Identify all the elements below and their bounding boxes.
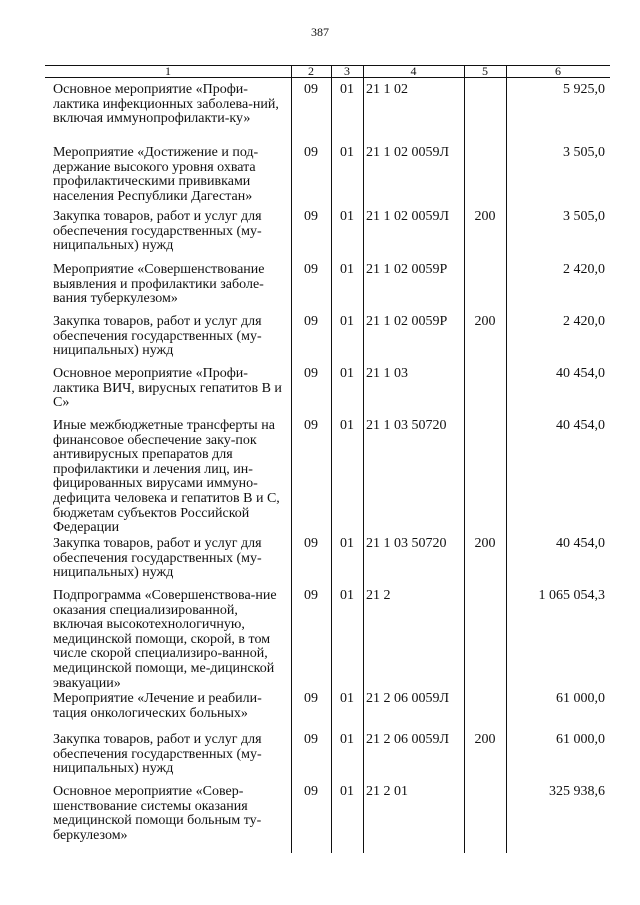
row-subsection: 01 (340, 82, 354, 97)
row-amount: 40 454,0 (556, 536, 605, 551)
row-expense-type: 200 (474, 732, 496, 747)
row-expense-type: 200 (474, 314, 496, 329)
row-name: Основное мероприятие «Профи-лактика инфекционных заболева-ний, включая иммунопрофилакти-ку» (53, 82, 279, 127)
row-subsection: 01 (340, 691, 354, 706)
col-divider-3 (363, 65, 364, 853)
row-name: Закупка товаров, работ и услуг для обеспечения государственных (му-ниципальных) нужд (53, 732, 262, 777)
row-subsection: 01 (340, 588, 354, 603)
row-subsection: 01 (340, 145, 354, 160)
row-amount: 1 065 054,3 (538, 588, 605, 603)
row-name: Основное мероприятие «Совер-шенствование системы оказания медицинской помощи больным ту-беркулезом» (53, 784, 262, 843)
row-target-code: 21 1 02 0059Р (366, 262, 448, 277)
row-subsection: 01 (340, 732, 354, 747)
header-col-4: 4 (410, 64, 417, 78)
row-amount: 5 925,0 (563, 82, 605, 97)
row-amount: 61 000,0 (556, 732, 605, 747)
row-target-code: 21 1 02 0059Л (366, 209, 449, 224)
row-section: 09 (304, 691, 318, 706)
row-section: 09 (304, 82, 318, 97)
header-col-6: 6 (555, 64, 561, 78)
row-target-code: 21 2 01 (366, 784, 408, 799)
row-section: 09 (304, 145, 318, 160)
row-section: 09 (304, 732, 318, 747)
header-col-2: 2 (308, 64, 314, 78)
row-target-code: 21 2 (366, 588, 391, 603)
row-section: 09 (304, 209, 318, 224)
row-amount: 61 000,0 (556, 691, 605, 706)
row-target-code: 21 2 06 0059Л (366, 732, 449, 747)
row-amount: 2 420,0 (563, 262, 605, 277)
row-amount: 2 420,0 (563, 314, 605, 329)
row-section: 09 (304, 536, 318, 551)
row-name: Иные межбюджетные трансферты на финансовое обеспечение заку-пок антивирусных препаратов для профилактики и лечения лиц, ин-фицированных вирусами иммуно-дефицита человека и гепатитов В и С, бюджетам субъектов Российской Федерации (53, 418, 280, 536)
row-section: 09 (304, 588, 318, 603)
row-target-code: 21 2 06 0059Л (366, 691, 449, 706)
row-amount: 40 454,0 (556, 418, 605, 433)
row-subsection: 01 (340, 784, 354, 799)
page-number: 387 (311, 25, 329, 39)
row-amount: 3 505,0 (563, 209, 605, 224)
row-subsection: 01 (340, 418, 354, 433)
row-target-code: 21 1 02 (366, 82, 408, 97)
row-name: Подпрограмма «Совершенствова-ние оказания специализированной, включая высокотехнологичную, медицинской помощи, скорой, в том числе скорой специализиро-ванной, медицинской помощи, ме-дицинской эвакуации» (53, 588, 277, 691)
row-target-code: 21 1 03 50720 (366, 418, 447, 433)
row-name: Мероприятие «Достижение и под-держание высокого уровня охвата профилактическими прививками населения Республики Дагестан» (53, 145, 259, 204)
row-amount: 40 454,0 (556, 366, 605, 381)
budget-table (45, 65, 610, 853)
row-section: 09 (304, 262, 318, 277)
header-col-3: 3 (344, 64, 350, 78)
row-target-code: 21 1 02 0059Л (366, 145, 449, 160)
row-target-code: 21 1 03 (366, 366, 408, 381)
row-section: 09 (304, 418, 318, 433)
row-expense-type: 200 (474, 209, 496, 224)
row-target-code: 21 1 03 50720 (366, 536, 447, 551)
row-expense-type: 200 (474, 536, 496, 551)
col-divider-5 (506, 65, 507, 853)
row-name: Основное мероприятие «Профи-лактика ВИЧ, вирусных гепатитов В и С» (53, 366, 282, 411)
row-section: 09 (304, 784, 318, 799)
row-subsection: 01 (340, 536, 354, 551)
header-col-1: 1 (165, 64, 171, 78)
row-name: Мероприятие «Совершенствование выявления и профилактики заболе-вания туберкулезом» (53, 262, 265, 307)
row-target-code: 21 1 02 0059Р (366, 314, 448, 329)
row-name: Закупка товаров, работ и услуг для обеспечения государственных (му-ниципальных) нужд (53, 536, 262, 581)
row-subsection: 01 (340, 366, 354, 381)
row-amount: 3 505,0 (563, 145, 605, 160)
row-name: Мероприятие «Лечение и реабили-тация онкологических больных» (53, 691, 262, 721)
row-subsection: 01 (340, 209, 354, 224)
row-section: 09 (304, 366, 318, 381)
row-amount: 325 938,6 (549, 784, 605, 799)
row-name: Закупка товаров, работ и услуг для обеспечения государственных (му-ниципальных) нужд (53, 209, 262, 254)
row-subsection: 01 (340, 314, 354, 329)
row-subsection: 01 (340, 262, 354, 277)
row-name: Закупка товаров, работ и услуг для обеспечения государственных (му-ниципальных) нужд (53, 314, 262, 359)
row-section: 09 (304, 314, 318, 329)
header-col-5: 5 (482, 64, 488, 78)
